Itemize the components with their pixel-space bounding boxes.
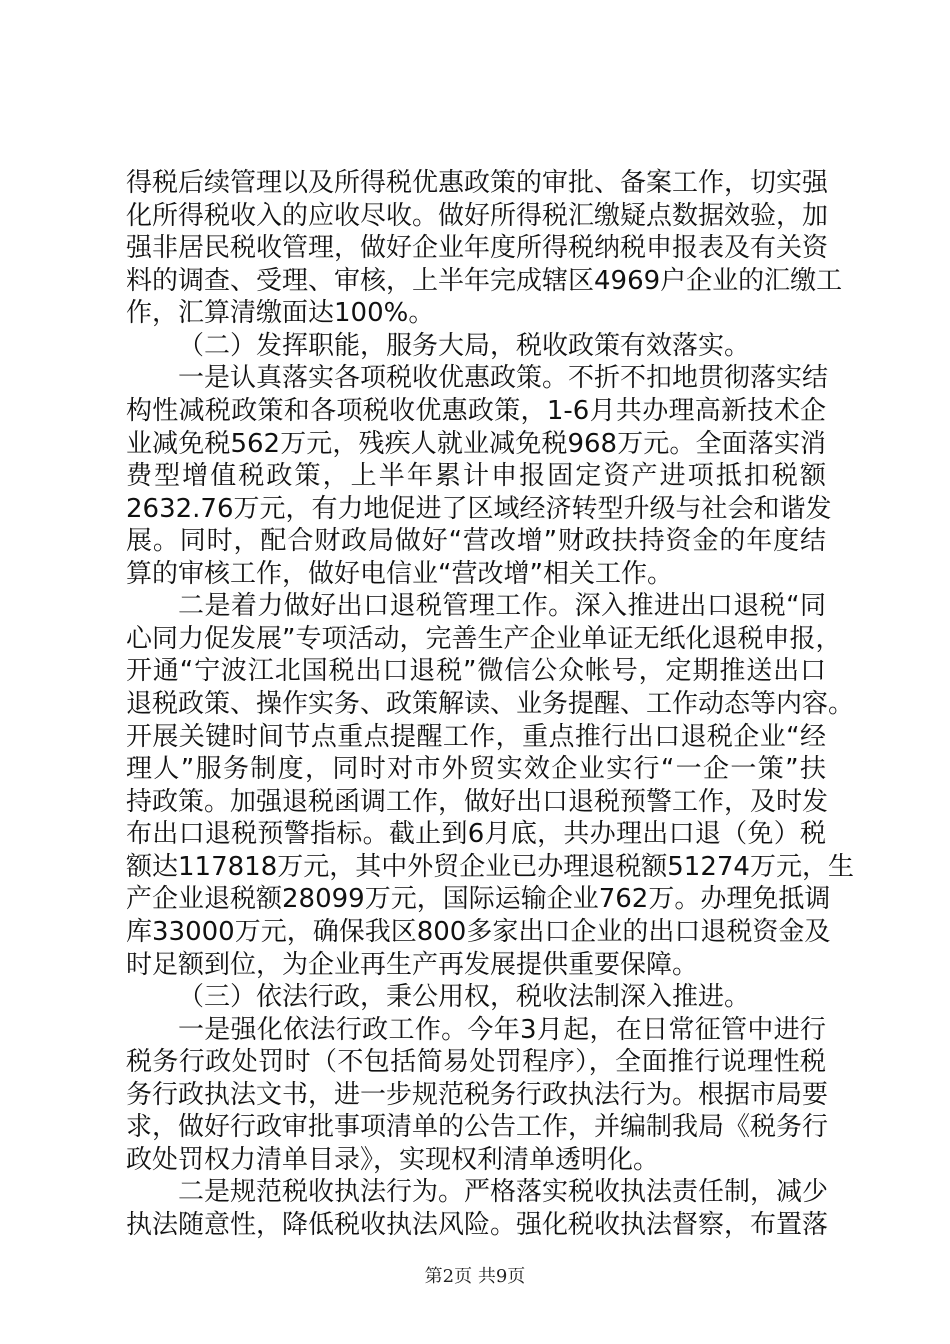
text-line: 算的审核工作，做好电信业“营改增”相关工作。	[126, 559, 673, 589]
text-line: 产企业退税额28099万元，国际运输企业762万。办理免抵调	[126, 884, 831, 914]
paragraph-first-line: 二是着力做好出口退税管理工作。深入推进出口退税“同	[178, 591, 826, 621]
text-line: 税务行政处罚时（不包括简易处罚程序），全面推行说理性税	[126, 1047, 826, 1077]
paragraph-first-line: 二是规范税收执法行为。严格落实税收执法责任制，减少	[178, 1177, 829, 1207]
paragraph-first-line: 一是强化依法行政工作。今年3月起，在日常征管中进行	[178, 1015, 826, 1045]
text-line: 求，做好行政审批事项清单的公告工作，并编制我局《税务行	[126, 1112, 829, 1142]
text-line: 强非居民税收管理，做好企业年度所得税纳税申报表及有关资	[126, 233, 829, 263]
text-line: 开展关键时间节点重点提醒工作，重点推行出口退税企业“经	[126, 722, 826, 752]
text-line: 料的调查、受理、审核，上半年完成辖区4969户企业的汇缴工	[126, 266, 843, 296]
text-line: 得税后续管理以及所得税优惠政策的审批、备案工作，切实强	[126, 168, 829, 198]
page-number-footer: 第2页 共9页	[424, 1266, 526, 1287]
text-line: 额达117818万元，其中外贸企业已办理退税额51274万元，生	[126, 852, 854, 882]
text-line: 持政策。加强退税函调工作，做好出口退税预警工作，及时发	[126, 787, 829, 817]
text-line: 构性减税政策和各项税收优惠政策，1-6月共办理高新技术企	[126, 396, 826, 426]
text-line: 布出口退税预警指标。截止到6月底，共办理出口退（免）税	[126, 819, 826, 849]
section-heading: （三）依法行政，秉公用权，税收法制深入推进。	[178, 982, 751, 1012]
text-line: 退税政策、操作实务、政策解读、业务提醒、工作动态等内容。	[126, 689, 855, 719]
text-line: 作，汇算清缴面达100%。	[126, 298, 435, 328]
text-line: 2632.76万元，有力地促进了区域经济转型升级与社会和谐发	[126, 494, 832, 524]
text-line: 库33000万元，确保我区800多家出口企业的出口退税资金及	[126, 917, 831, 947]
text-line: 费型增值税政策，上半年累计申报固定资产进项抵扣税额	[126, 461, 826, 491]
text-line: 化所得税收入的应收尽收。做好所得税汇缴疑点数据效验，加	[126, 201, 829, 231]
text-line: 开通“宁波江北国税出口退税”微信公众帐号，定期推送出口	[126, 656, 826, 686]
paragraph-first-line: 一是认真落实各项税收优惠政策。不折不扣地贯彻落实结	[178, 363, 829, 393]
text-line: 心同力促发展”专项活动，完善生产企业单证无纸化退税申报，	[126, 624, 842, 654]
text-line: 时足额到位，为企业再生产再发展提供重要保障。	[126, 950, 699, 980]
text-line: 执法随意性，降低税收执法风险。强化税收执法督察，布置落	[126, 1210, 829, 1240]
text-line: 理人”服务制度，同时对市外贸实效企业实行“一企一策”扶	[126, 754, 826, 784]
text-line: 政处罚权力清单目录》，实现权利清单透明化。	[126, 1145, 660, 1175]
section-heading: （二）发挥职能，服务大局，税收政策有效落实。	[178, 331, 751, 361]
text-line: 务行政执法文书，进一步规范税务行政执法行为。根据市局要	[126, 1080, 829, 1110]
text-line: 业减免税562万元，残疾人就业减免税968万元。全面落实消	[126, 429, 826, 459]
text-line: 展。同时，配合财政局做好“营改增”财政扶持资金的年度结	[126, 526, 826, 556]
